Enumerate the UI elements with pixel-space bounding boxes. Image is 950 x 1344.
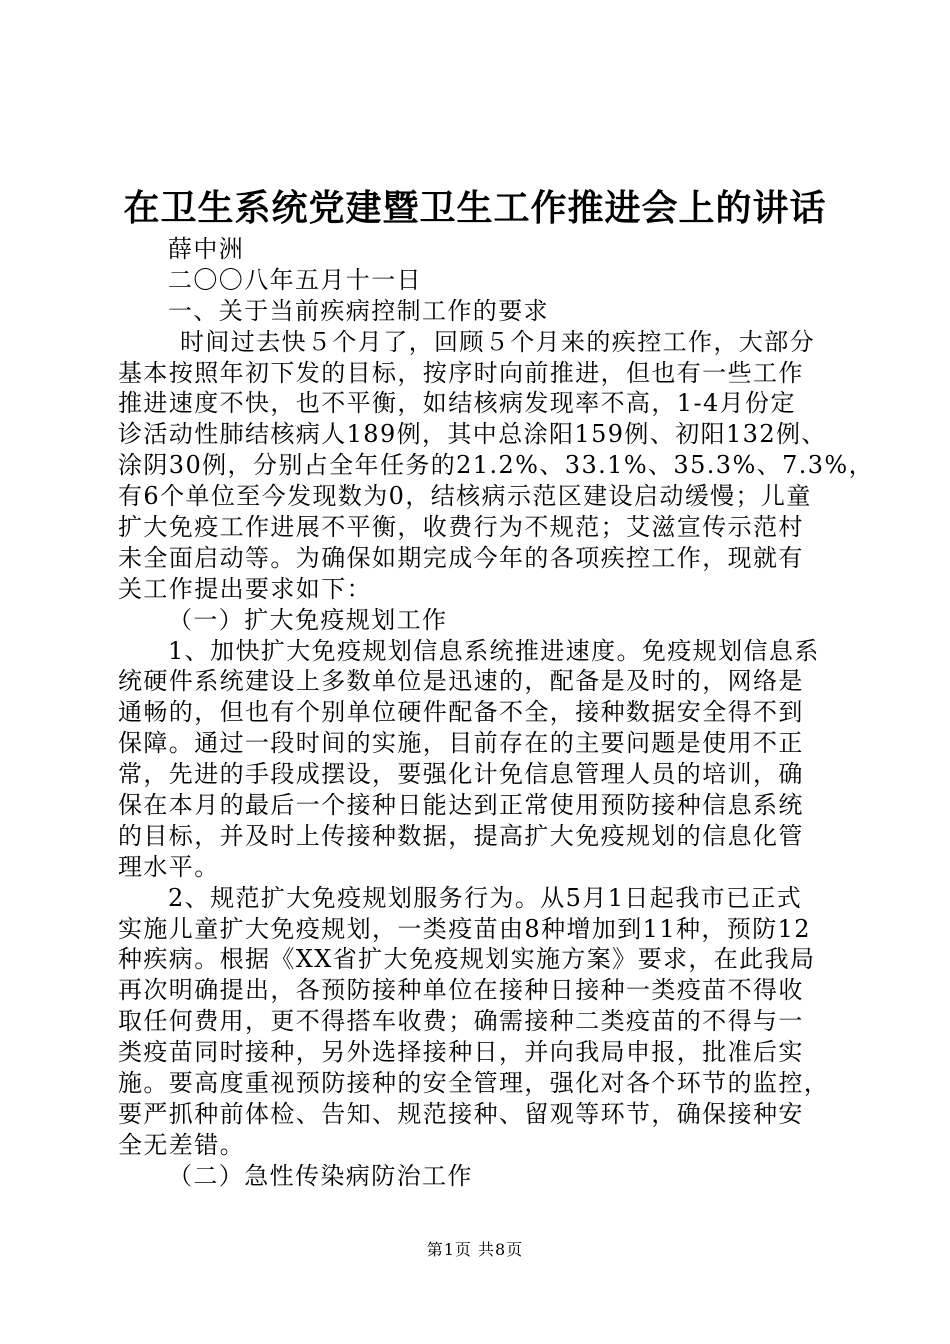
paragraph-line: 全无差错。 xyxy=(118,1130,245,1159)
author-line: 薛中洲 xyxy=(168,235,245,263)
paragraph-line: 实施儿童扩大免疫规划，一类疫苗由8种增加到11种，预防12 xyxy=(118,914,811,943)
paragraph-line: 扩大免疫工作进展不平衡，收费行为不规范；艾滋宣传示范村 xyxy=(118,513,804,542)
paragraph-line: 通畅的，但也有个别单位硬件配备不全，接种数据安全得不到 xyxy=(118,698,804,727)
paragraph-line: 未全面启动等。为确保如期完成今年的各项疾控工作，现就有 xyxy=(118,543,804,572)
subsection-heading: （一）扩大免疫规划工作 xyxy=(168,605,448,634)
subsection-heading: （二）急性传染病防治工作 xyxy=(168,1161,473,1190)
document-title: 在卫生系统党建暨卫生工作推进会上的讲话 xyxy=(123,187,827,229)
paragraph-line: 理水平。 xyxy=(118,852,220,881)
paragraph-line: 种疾病。根据《XX省扩大免疫规划实施方案》要求，在此我局 xyxy=(118,945,816,974)
paragraph-line: 保障。通过一段时间的实施，目前存在的主要问题是使用不正 xyxy=(118,729,804,758)
paragraph-line: 1、加快扩大免疫规划信息系统推进速度。免疫规划信息系 xyxy=(168,636,820,665)
paragraph-line: 2、规范扩大免疫规划服务行为。从5月1日起我市已正式 xyxy=(168,883,803,912)
section-heading: 一、关于当前疾病控制工作的要求 xyxy=(168,296,549,325)
paragraph-line: 要严抓种前体检、告知、规范接种、留观等环节，确保接种安 xyxy=(118,1099,804,1128)
paragraph-line: 类疫苗同时接种，另外选择接种日，并向我局申报，批准后实 xyxy=(118,1038,804,1067)
paragraph-line: 基本按照年初下发的目标，按序时向前推进，但也有一些工作 xyxy=(118,358,804,387)
paragraph-line: 取任何费用，更不得搭车收费；确需接种二类疫苗的不得与一 xyxy=(118,1007,804,1036)
paragraph-line: 保在本月的最后一个接种日能达到正常使用预防接种信息系统 xyxy=(118,791,804,820)
paragraph-line: 推进速度不快，也不平衡，如结核病发现率不高，1-4月份定 xyxy=(118,389,796,418)
date-line: 二〇〇八年五月十一日 xyxy=(168,265,422,294)
document-body xyxy=(118,234,875,1192)
paragraph-line: 时间过去快５个月了，回顾５个月来的疾控工作，大部分 xyxy=(180,327,815,356)
paragraph-line: 诊活动性肺结核病人189例，其中总涂阳159例、初阳132例、 xyxy=(118,420,827,449)
paragraph-line: 的目标，并及时上传接种数据，提高扩大免疫规划的信息化管 xyxy=(118,821,804,850)
paragraph-line: 常，先进的手段成摆设，要强化计免信息管理人员的培训，确 xyxy=(118,760,804,789)
paragraph-line: 涂阴30例，分别占全年任务的21.2%、33.1%、35.3%、7.3%， xyxy=(118,451,875,480)
paragraph-line: 有6个单位至今发现数为0，结核病示范区建设启动缓慢；儿童 xyxy=(118,482,812,511)
paragraph-line: 关工作提出要求如下： xyxy=(118,574,372,603)
page-footer: 第1页 共8页 xyxy=(426,1240,524,1259)
paragraph-line: 施。要高度重视预防接种的安全管理，强化对各个环节的监控， xyxy=(118,1069,830,1098)
paragraph-line: 再次明确提出，各预防接种单位在接种日接种一类疫苗不得收 xyxy=(118,976,804,1005)
paragraph-line: 统硬件系统建设上多数单位是迅速的，配备是及时的，网络是 xyxy=(118,667,804,696)
